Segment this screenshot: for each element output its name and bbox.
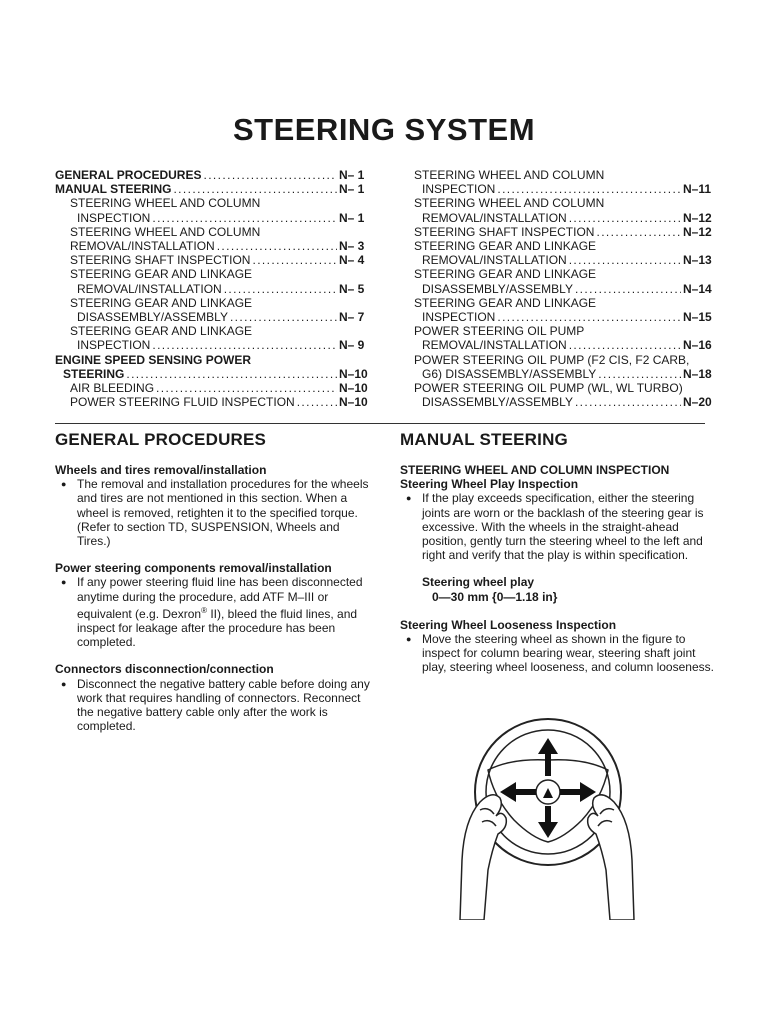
toc-dot-leader [497,310,681,324]
toc-entry-page: N–15 [683,310,712,325]
toc-dot-leader [569,253,681,267]
toc-entry-title: MANUAL STEERING [55,182,172,197]
toc-entry-title: STEERING GEAR AND LINKAGE [70,295,253,310]
toc-entry-title: DISASSEMBLY/ASSEMBLY [422,395,573,410]
toc-entry [55,367,370,381]
toc-entry-title: STEERING GEAR AND LINKAGE [70,267,253,282]
toc-entry [55,267,370,281]
toc-entry [414,239,714,253]
page-title: STEERING SYSTEM [232,112,536,147]
toc-dot-leader [569,211,681,225]
toc-entry [414,225,714,239]
toc-entry-page: N–18 [683,366,712,381]
bullet-text [77,575,375,649]
toc-entry-title: INSPECTION [422,182,496,197]
toc-entry-title: AIR BLEEDING [70,381,155,396]
toc-entry [55,225,370,239]
wheels-tires-subheading: Wheels and tires removal/installation [55,463,267,477]
toc-entry [414,353,714,367]
toc-dot-leader [156,381,337,395]
toc-dot-leader [596,225,681,239]
toc-entry-page: N– 9 [339,338,365,353]
toc-dot-leader [497,182,681,196]
toc-entry-title: STEERING GEAR AND LINKAGE [414,267,597,282]
toc-entry [55,324,370,338]
toc-entry-page: N–13 [683,253,712,268]
toc-entry [414,338,714,352]
general-procedures-heading: GENERAL PROCEDURES [55,430,267,449]
arrow-left-icon [500,782,536,802]
toc-entry-page: N–12 [683,210,712,225]
toc-dot-leader [252,253,337,267]
toc-entry [55,196,370,210]
toc-entry-title: REMOVAL/INSTALLATION [77,281,222,296]
toc-dot-leader [224,282,337,296]
toc-dot-leader [575,282,681,296]
toc-entry-title: POWER STEERING OIL PUMP (F2 CIS, F2 CARB, [414,352,690,367]
toc-entry [55,338,370,352]
arrow-up-icon [538,738,558,776]
toc-dot-leader [203,168,337,182]
toc-entry [414,267,714,281]
toc-entry-title: REMOVAL/INSTALLATION [422,253,567,268]
toc-dot-leader [173,182,337,196]
toc-entry [414,253,714,267]
toc-entry [414,196,714,210]
toc-entry-title: STEERING WHEEL AND COLUMN [414,168,605,182]
wheel-column-inspection-subheading: STEERING WHEEL AND COLUMN INSPECTION [400,463,670,477]
toc-entry-title: STEERING WHEEL AND COLUMN [414,196,605,211]
toc-entry-title: DISASSEMBLY/ASSEMBLY [422,281,573,296]
manual-steering-column [400,430,720,688]
connectors-subheading: Connectors disconnection/connection [55,662,274,677]
toc-entry-page: N–10 [339,395,368,410]
table-of-contents-left [55,168,370,409]
toc-dot-leader [230,310,337,324]
toc-entry-title: POWER STEERING OIL PUMP (WL, WL TURBO) [414,381,683,396]
toc-entry-page: N– 5 [339,281,365,296]
bullet-text-part: If any power steering fluid line has been disconnected anytime during the procedure, add ATF M–III or equivalent (e.g. Dexron [77,575,363,621]
toc-entry-page: N–10 [339,366,368,381]
toc-entry-page: N–12 [683,224,712,239]
bullet-text: The removal and installation procedures for the wheels and tires are not mentioned in this section. When a wheel is removed, retighten it to the specified torque. (Refer to section TD, SUSPENSION, Wheels and Tires.) [77,477,369,549]
toc-entry-title: ENGINE SPEED SENSING POWER [55,352,252,367]
toc-entry [55,381,370,395]
toc-entry [414,395,714,409]
toc-entry-page: N– 1 [339,210,365,225]
power-steering-components-subheading: Power steering components removal/installation [55,561,332,576]
bullet-icon: ● [61,479,67,490]
toc-dot-leader [598,367,681,381]
registered-mark: ® [201,605,207,615]
spec-value: 0—30 mm {0—1.18 in} [432,589,558,604]
toc-entry [55,253,370,267]
bullet-icon: ● [406,493,412,504]
toc-entry-title: POWER STEERING FLUID INSPECTION [70,395,295,410]
toc-entry [414,296,714,310]
toc-entry-title: REMOVAL/INSTALLATION [70,239,215,254]
bullet-icon: ● [61,577,67,588]
toc-entry [55,296,370,310]
toc-dot-leader [152,211,337,225]
list-item [400,632,720,675]
list-item [55,575,375,649]
toc-entry-page: N–20 [683,395,712,410]
toc-dot-leader [152,338,337,352]
toc-entry-title: DISASSEMBLY/ASSEMBLY [77,310,228,325]
toc-entry [55,168,370,182]
toc-entry [414,182,714,196]
general-procedures-column [55,430,375,746]
bullet-text: Move the steering wheel as shown in the figure to inspect for column bearing wear, steering shaft joint play, steering wheel looseness, and column looseness. [422,632,714,675]
bullet-icon: ● [61,678,67,689]
left-hand-icon [460,795,506,920]
toc-entry-title: REMOVAL/INSTALLATION [422,210,567,225]
toc-entry-title: REMOVAL/INSTALLATION [422,338,567,353]
toc-entry [414,310,714,324]
toc-entry [55,310,370,324]
toc-entry-title: STEERING SHAFT INSPECTION [414,224,595,239]
toc-entry-title: STEERING WHEEL AND COLUMN [70,196,261,211]
bullet-text-part: II), bleed the fluid lines, and inspect for leakage after the procedure has been completed. [77,606,358,650]
toc-entry-title: INSPECTION [77,210,151,225]
toc-entry-page: N–11 [683,182,712,197]
toc-entry-title: STEERING [63,366,125,381]
wheel-looseness-inspection-subheading: Steering Wheel Looseness Inspection [400,617,617,632]
arrow-right-icon [560,782,596,802]
toc-dot-leader [575,395,681,409]
steering-wheel-illustration [452,710,642,920]
toc-entry [55,282,370,296]
toc-dot-leader [569,338,681,352]
toc-dot-leader [217,239,337,253]
toc-entry [414,367,714,381]
toc-entry-title: STEERING SHAFT INSPECTION [70,253,251,268]
table-of-contents-right [414,168,714,409]
toc-entry-title: INSPECTION [422,310,496,325]
toc-entry-page: N– 4 [339,253,365,268]
toc-entry [414,211,714,225]
toc-entry [414,324,714,338]
toc-entry-title: G6) DISASSEMBLY/ASSEMBLY [422,366,597,381]
toc-entry-title: INSPECTION [77,338,151,353]
toc-entry [55,395,370,409]
list-item [400,491,720,562]
toc-entry-page: N–16 [683,338,712,353]
manual-steering-heading: MANUAL STEERING [400,430,568,449]
toc-dot-leader [297,395,337,409]
section-divider [55,423,705,424]
toc-entry-title: STEERING GEAR AND LINKAGE [414,295,597,310]
center-arrow-icon [543,788,553,798]
bullet-text: Disconnect the negative battery cable before doing any work that requires handling of connectors. Reconnect the negative battery cable only after the work is completed. [77,676,370,734]
toc-entry [55,353,370,367]
right-hand-icon [588,795,634,920]
bullet-icon: ● [406,634,412,645]
steering-wheel-figure [452,710,642,920]
toc-entry-page: N– 1 [339,182,365,197]
toc-dot-leader [126,367,337,381]
toc-entry-page: N–10 [339,381,368,396]
toc-entry-page: N– 1 [339,168,365,182]
toc-entry-title: POWER STEERING OIL PUMP [414,324,585,339]
list-item [55,477,375,548]
toc-entry [55,211,370,225]
toc-entry-title: STEERING WHEEL AND COLUMN [70,224,261,239]
toc-entry-title: GENERAL PROCEDURES [55,168,202,182]
toc-entry-title: STEERING GEAR AND LINKAGE [70,324,253,339]
toc-entry [414,381,714,395]
bullet-text: If the play exceeds specification, either the steering joints are worn or the backlash of the steering gear is excessive. With the wheels in the straight-ahead position, gently turn the steering wheel to the left and right and verify that the play is within specification. [422,491,704,563]
toc-entry-page: N– 7 [339,310,365,325]
toc-entry [55,182,370,196]
spec-label: Steering wheel play [422,575,535,590]
toc-entry [414,282,714,296]
toc-entry-title: STEERING GEAR AND LINKAGE [414,239,597,254]
arrow-down-icon [538,806,558,838]
wheel-play-inspection-subheading: Steering Wheel Play Inspection [400,477,579,492]
toc-entry [414,168,714,182]
toc-entry [55,239,370,253]
toc-entry-page: N–14 [683,281,712,296]
toc-entry-page: N– 3 [339,239,365,254]
list-item [55,677,375,734]
